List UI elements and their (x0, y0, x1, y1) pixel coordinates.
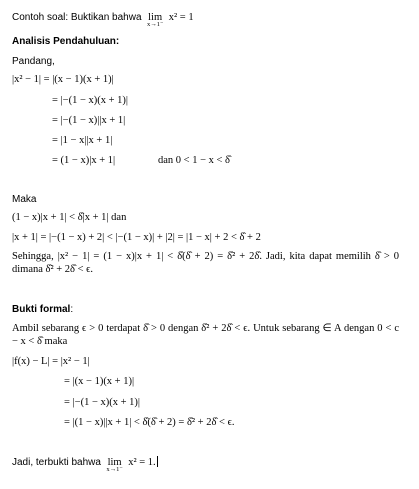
proof-line-1: |f(x) − L| = |x² − 1| (12, 356, 90, 367)
analysis-line-3: = |−(1 − x)||x + 1| (52, 115, 126, 126)
problem-statement (12, 12, 194, 28)
final-limit-word: lim (107, 457, 122, 468)
problem-prefix: Contoh soal: Buktikan bahwa (12, 12, 142, 23)
analysis-line-4: = |1 − x||x + 1| (52, 135, 113, 146)
inequality-2: |x + 1| = |−(1 − x) + 2| < |−(1 − x)| + |2| = |1 − x| + 2 < δ̂ + 2 (12, 232, 261, 243)
analysis-line-1: |x² − 1| = |(x − 1)(x + 1)| (12, 74, 114, 85)
proof-line-4: = |(1 − x)||x + 1| < δ̂(δ̂ + 2) = δ̂² + 2δ̂ < ϵ. (64, 417, 235, 428)
final-expression: x² = 1. (128, 457, 156, 468)
limit-subscript: x→1⁻ (146, 21, 164, 28)
analysis-line-5: = (1 − x)|x + 1| (52, 155, 116, 166)
analysis-heading: Analisis Pendahuluan: (12, 36, 120, 47)
analysis-line-2: = |−(1 − x)(x + 1)| (52, 95, 129, 106)
text-cursor (157, 456, 158, 467)
proof-line-2: = |(x − 1)(x + 1)| (64, 376, 135, 387)
limit-operator (144, 12, 166, 28)
problem-expression: x² = 1 (168, 12, 194, 23)
final-prefix: Jadi, terbukti bahwa (12, 457, 101, 468)
proof-heading-colon: : (70, 304, 74, 315)
proof-heading-text: Bukti formal (12, 304, 71, 315)
final-statement (12, 456, 158, 473)
analysis-intro: Pandang, (12, 56, 55, 67)
maka-label: Maka (12, 194, 37, 205)
inequality-1: (1 − x)|x + 1| < δ̂|x + 1| dan (12, 212, 127, 223)
final-limit-operator (104, 457, 126, 473)
analysis-conclusion: Sehingga, |x² − 1| = (1 − x)|x + 1| < δ̂(δ̂ + 2) = δ̂² + 2δ̂. Jadi, kita dapat memilih δ̂ > 0 dimana δ̂² + 2δ̂ < ϵ. (12, 251, 399, 275)
proof-line-3: = |−(1 − x)(x + 1)| (64, 397, 141, 408)
proof-text: Ambil sebarang ϵ > 0 terdapat δ̂ > 0 dengan δ̂² + 2δ̂ < ϵ. Untuk sebarang ∈ A dengan 0 < c − x < δ̂ maka (12, 323, 399, 347)
proof-heading (12, 304, 73, 316)
final-limit-subscript: x→1⁻ (106, 466, 123, 473)
analysis-condition: dan 0 < 1 − x < δ̂ (158, 155, 230, 166)
limit-word: lim (148, 12, 163, 23)
